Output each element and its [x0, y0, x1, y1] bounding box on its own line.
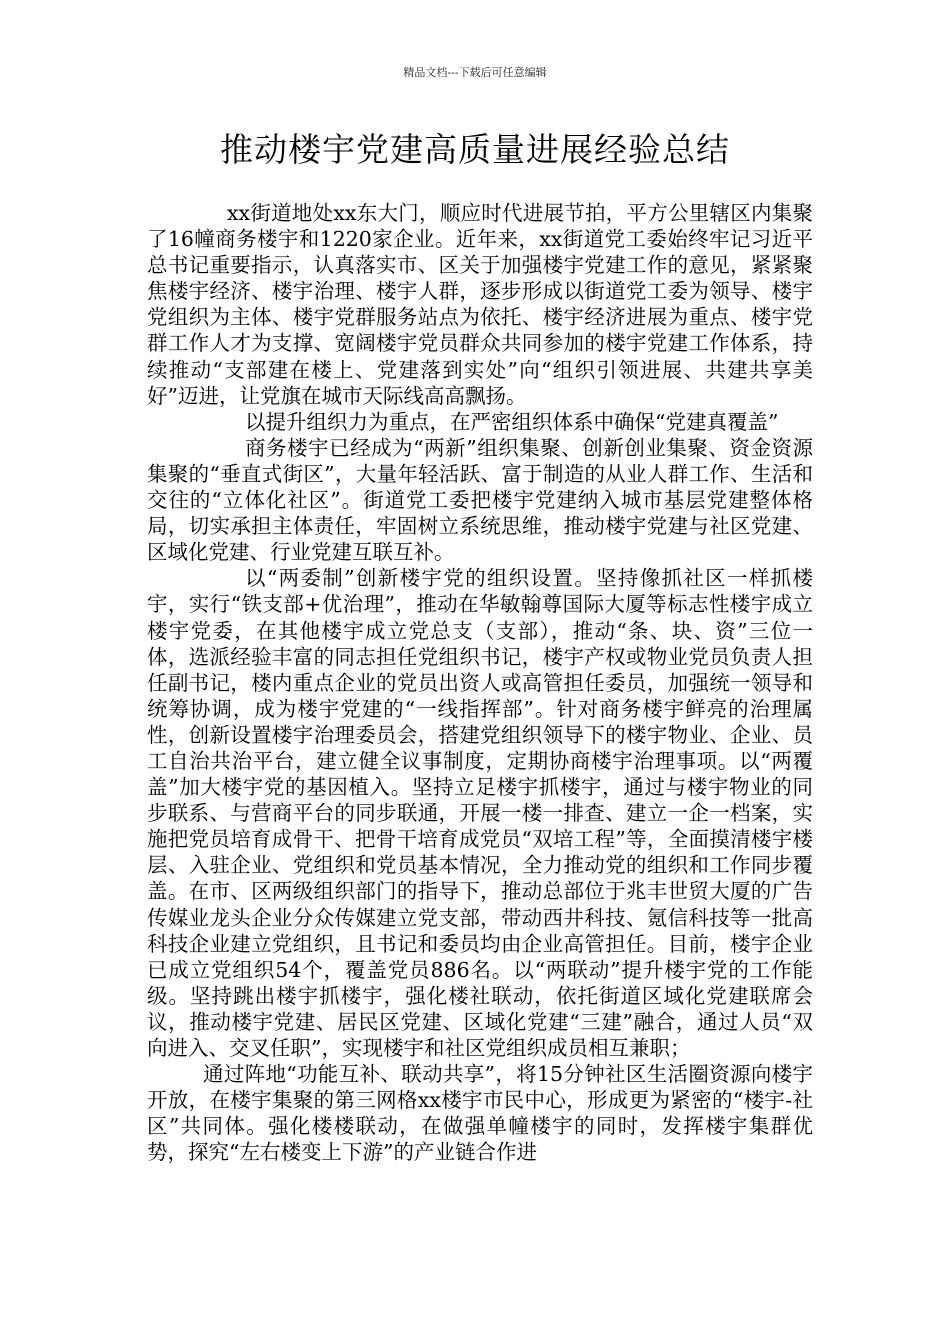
page-header: 精品文档---下载后可任意编辑	[403, 66, 547, 79]
paragraph-two-committees: 以“两委制”创新楼宇党的组织设置。坚持像抓社区一样抓楼宇，实行“铁支部+优治理”，推动在华敏翰尊国际大厦等标志性楼宇成立楼宇党委，在其他楼宇成立党总支（支部），推动“条、块、资”三位一体，选派经验丰富的同志担任党组织书记，楼宇产权或物业党员负责人担任副书记，楼内重点企业的党员出资人或高管担任委员，加强统一领导和统筹协调，成为楼宇党建的“一线指挥部”。针对商务楼宇鲜亮的治理属性，创新设置楼宇治理委员会，搭建党组织领导下的楼宇物业、企业、员工自治共治平台，建立健全议事制度，定期协商楼宇治理事项。以“两覆盖”加大楼宇党的基因植入。坚持立足楼宇抓楼宇，通过与楼宇物业的同步联系、与营商平台的同步联通，开展一楼一排查、建立一企一档案，实施把党员培育成骨干、把骨干培育成党员“双培工程”等，全面摸清楼宇楼层、入驻企业、党组织和党员基本情况，全力推动党的组织和工作同步覆盖。在市、区两级组织部门的指导下，推动总部位于兆丰世贸大厦的广告传媒业龙头企业分众传媒建立党支部，带动西井科技、氪信科技等一批高科技企业建立党组织，且书记和委员均由企业高管担任。目前，楼宇企业已成立党组织54个，覆盖党员886名。以“两联动”提升楼宇党的工作能级。坚持跳出楼宇抓楼宇，强化楼社联动，依托街道区域化党建联席会议，推动楼宇党建、居民区党建、区域化党建“三建”融合，通过人员“双向进入、交叉任职”，实现楼宇和社区党组织成员相互兼职；	[147, 566, 813, 1060]
paragraph-business-buildings: 商务楼宇已经成为“两新”组织集聚、创新创业集聚、资金资源集聚的“垂直式街区”，大量年轻活跃、富于制造的从业人群工作、生活和交往的“立体化社区”。街道党工委把楼宇党建纳入城市基层党建整体格局，切实承担主体责任，牢固树立系统思维，推动楼宇党建与社区党建、区域化党建、行业党建互联互补。	[147, 435, 813, 565]
paragraph-position-linkage: 通过阵地“功能互补、联动共享”，将15分钟社区生活圈资源向楼宇开放，在楼宇集聚的第三网格xx楼宇市民中心，形成更为紧密的“楼宇-社区”共同体。强化楼楼联动，在做强单幢楼宇的同时，发挥楼宇集群优势，探究“左右楼变上下游”的产业链合作进	[147, 1062, 813, 1165]
paragraph-intro: xx街道地处xx东大门，顺应时代进展节拍，平方公里辖区内集聚了16幢商务楼宇和1220家企业。近年来，xx街道党工委始终牢记习近平总书记重要指示，认真落实市、区关于加强楼宇党建工作的意见，紧紧聚焦楼宇经济、楼宇治理、楼宇人群，逐步形成以街道党工委为领导、楼宇党组织为主体、楼宇党群服务站点为依托、楼宇经济进展为重点、楼宇党群工作人才为支撑、宽阔楼宇党员群众共同参加的楼宇党建工作体系，持续推动“支部建在楼上、党建落到实处”向“组织引领进展、共建共享美好”迈进，让党旗在城市天际线高高飘扬。	[147, 201, 813, 408]
paragraph-section-heading: 以提升组织力为重点，在严密组织体系中确保“党建真覆盖”	[245, 409, 779, 434]
document-body	[147, 200, 813, 1165]
document-title: 推动楼宇党建高质量进展经验总结	[220, 130, 730, 169]
